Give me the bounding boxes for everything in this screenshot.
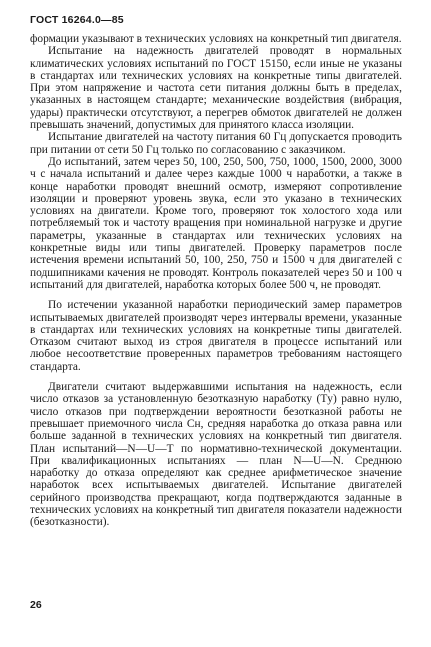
paragraph-continuation: формации указывают в технических условиях на конкретный тип двигателя. (30, 33, 402, 45)
paragraph-frequency: Испытание двигателей на частоту питания 60 Гц допускается проводить при питании от сети 50 Гц только по согласованию с заказчиком. (30, 131, 402, 156)
paragraph-test-conditions: Испытание на надежность двигателей проводят в нормальных климатических условиях испытаний по ГОСТ 15150, если иные не указаны в стандартах или технических условиях на конкретные типы двигателей. При этом напряжение и частота сети питания должны быть в пределах, указанных в настоящем стандарте; механические воздействия (вибрация, удары) практически отсутствуют, а перегрев обмоток двигателей не должен превышать значений, допустимых для принятого класса изоляции. (30, 45, 402, 132)
page-number: 26 (30, 599, 42, 611)
paragraph-inspection-schedule: До испытаний, затем через 50, 100, 250, 500, 750, 1000, 1500, 2000, 3000 ч с начала испытаний и далее через каждые 1000 ч наработки, а также в конце наработки проводят внешний осмотр, измеряют сопротивление изоляции и проверяют уровень звука, если это указано в технических условиях на двигатели. Кроме того, проверяют ток холостого хода или потребляемый ток и частоту вращения при номинальной нагрузке и другие параметры, указанные в стандартах или технических условиях на конкретные виды или типы двигателей. Проверку параметров после истечения времени испытаний 50, 100, 250, 750 и 1500 ч для двигателей с подшипниками качения не проводят. Контроль показателей через 50 и 100 ч испытаний для двигателей, наработка которых более 500 ч, не проводят. (30, 155, 402, 291)
paragraph-failure-definition: По истечении указанной наработки периодический замер параметров испытываемых двигателей производят через интервалы времени, указанные в стандартах или технических условиях на конкретные типы двигателей. Отказом считают выход из строя двигателя в процессе испытаний или любое несоответствие проверенных параметров требованиям настоящего стандарта. (30, 299, 402, 373)
standard-header: ГОСТ 16264.0—85 (30, 14, 124, 26)
paragraph-acceptance-criteria: Двигатели считают выдержавшими испытания на надежность, если число отказов за установленную безотказную наработку (Tу) равно нулю, число отказов при подтверждении вероятности безотказной работы не превышает приемочного числа Cн, средняя наработка до отказа равна или больше заданной в технических условиях на конкретный тип двигателя. План испытаний—N—U—T по нормативно-технической документации. При квалификационных испытаниях — план N—U—N. Среднюю наработку до отказа определяют как среднее арифметическое значение наработок всех испытываемых двигателей. Испытание двигателей серийного производства прекращают, когда подтверждаются заданные в технических условиях на конкретный тип двигателя показатели надежности (безотказности). (30, 381, 402, 529)
document-body (30, 33, 402, 529)
